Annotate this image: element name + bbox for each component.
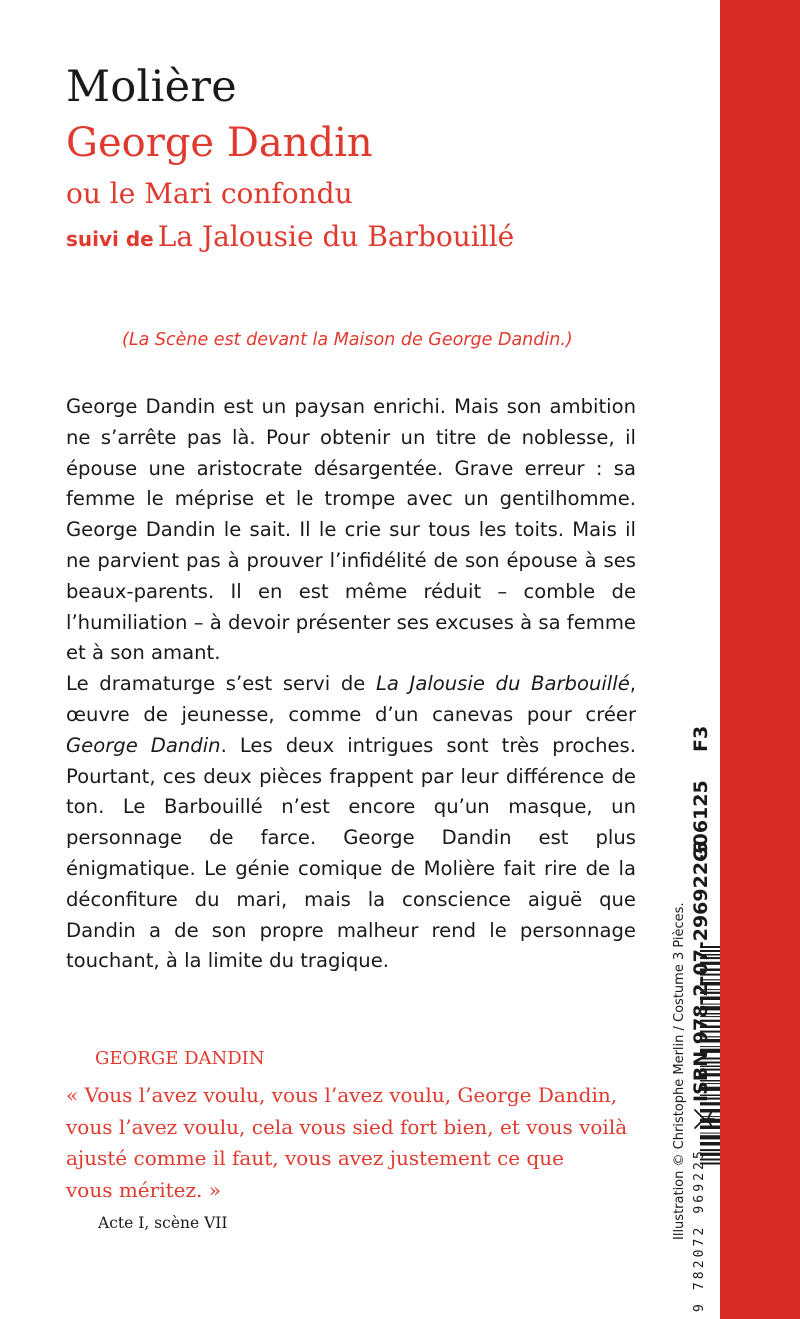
author-name: Molière [66,62,237,112]
red-spine-band [720,0,800,1319]
blurb-italic-title: La Jalousie du Barbouillé [375,672,630,696]
blurb-text: . Les deux intrigues sont très proches. Pourtant, ces deux pièces frappent par leur différence de ton. Le Barbouillé n’est encore qu’un masque, un personnage de farce. George Dandin est plus énigmatique. Le génie comique de Molière fait rire de la déconfiture du mari, mais la conscience aiguë que Dandin a de son propre malheur rend le personnage touchant, à la limite du tragique. [66,733,636,973]
quote-block [66,1080,626,1206]
product-code: G06125 [690,780,712,862]
isbn-strip [690,712,722,1312]
blurb [66,392,636,977]
blurb-text: , œuvre de jeunesse, comme d’un canevas pour créer [66,672,636,726]
isbn-number: ISBN 978-2-07-296922-5 [690,840,712,1102]
blurb-paragraph-2 [66,669,636,977]
suivi-label: suivi de [66,227,154,251]
stage-direction: (La Scène est devant la Maison de George Dandin.) [122,330,573,350]
second-work-title: La Jalousie du Barbouillé [157,220,515,253]
illustration-credit: Illustration © Christophe Merlin / Costume 3 Pièces. [672,902,687,1240]
book-subtitle: ou le Mari confondu [66,177,353,210]
second-work-line [66,220,514,253]
blurb-text: Le dramaturge s’est servi de [66,672,376,696]
book-title: George Dandin [66,120,373,166]
quote-line: ajusté comme il faut, vous avez justement ce que [66,1146,564,1170]
quote-line: vous méritez. » [66,1177,221,1202]
quote-reference: Acte I, scène VII [98,1214,228,1232]
blurb-italic-title: George Dandin [66,733,221,757]
quote-line: « Vous l’avez voulu, vous l’avez voulu, George Dandin, [66,1083,618,1107]
quote-line: vous l’avez voulu, cela vous sied fort bien, et vous voilà [66,1114,628,1139]
price-category: F3 [690,725,712,752]
barcode-digits: 9 782072 969225 [692,1148,707,1312]
quote-speaker: GEORGE DANDIN [95,1048,265,1069]
publisher-logo-icon [691,1106,717,1132]
blurb-paragraph-1: George Dandin est un paysan enrichi. Mais son ambition ne s’arrête pas là. Pour obtenir un titre de noblesse, il épouse une aristocrate désargentée. Grave erreur : sa femme le méprise et le trompe avec un gentilhomme. George Dandin le sait. Il le crie sur tous les toits. Mais il ne parvient pas à prouver l’infidélité de son épouse à ses beaux-parents. Il en est même réduit – comble de l’humiliation – à devoir présenter ses excuses à sa femme et à son amant. [66,395,636,665]
